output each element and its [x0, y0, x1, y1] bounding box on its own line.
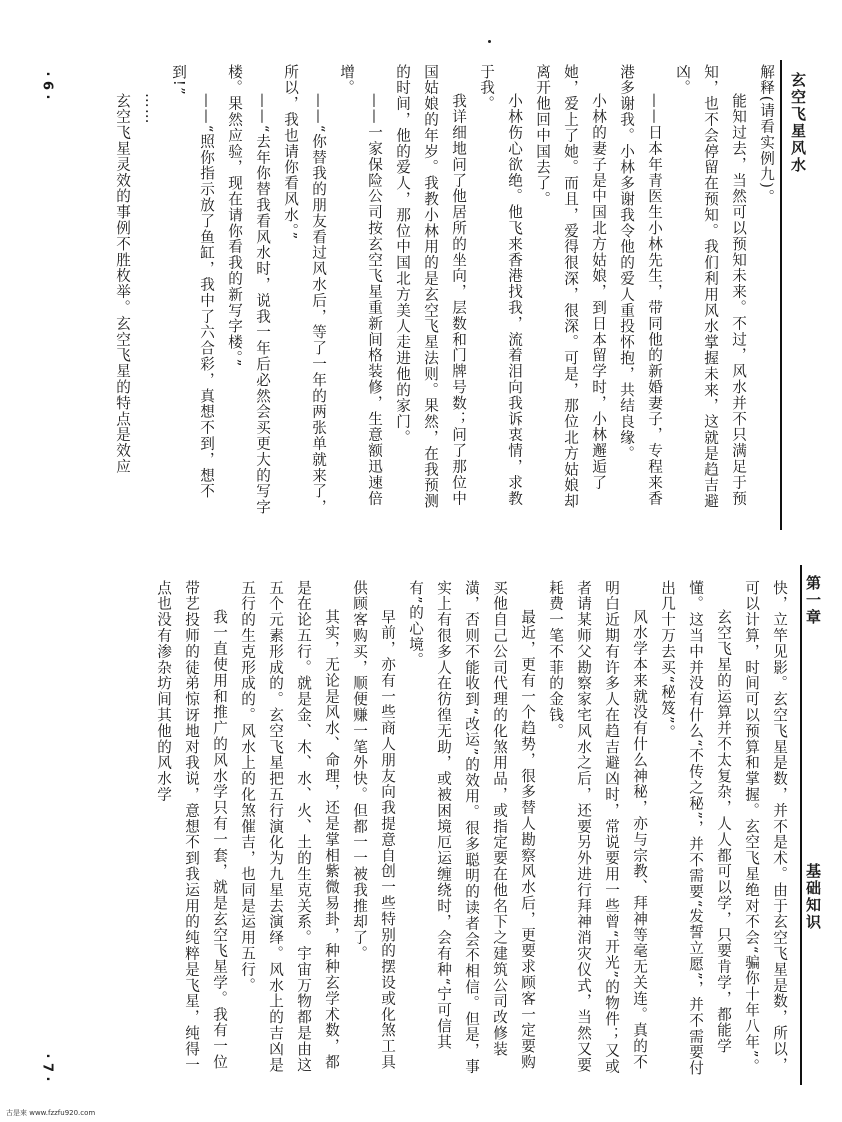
watermark: 古是來 www.fzzfu920.com [6, 1109, 96, 1117]
left-ellipsis: …… [142, 93, 159, 125]
right-paragraph: 玄空飞星的运算并不太复杂，人人都可以学，只要肯学，都能学懂。这当中并没有什么“不传之秘”，并不需要“发誓立愿”，并不需要付出几十万去买“秘笈”。 [659, 580, 732, 1077]
right-paragraph: 早前，亦有一些商人朋友向我提意自创一些特别的摆设或化煞工具供顾客购买，顺便赚一笔外快。但都一一被我推却了。 [351, 580, 396, 1071]
left-page-body [95, 64, 780, 522]
right-paragraph: 我一直使用和推广的风水学只有一套，就是玄空飞星学。我有一位带艺投师的徒弟惊讶地对我说，意想不到我运用的纯粹是飞星，纯得一点也没有渗杂坊间其他的风水学 [155, 580, 228, 1073]
left-paragraph: 小林伤心欲绝。他飞来香港找我，流着泪向我诉衷情，求教于我。 [478, 64, 523, 507]
left-quote: ——“你替我的朋友看过风水后，等了一年的两张单就来了，所以，我也请你看风水。” [282, 64, 327, 516]
left-paragraph: ——日本年青医生小林先生，带同他的新婚妻子，专程来香港多谢我。小林多谢我令他的爱人重投怀抱，共结良缘。 [618, 64, 663, 507]
chapter-label: 第一章 [804, 575, 822, 626]
speck [488, 40, 491, 43]
right-paragraph: 最近，更有一个趋势，很多替人勘察风水后，更要求顾客一定要购买他自己公司代理的化煞用品，或指定要在他名下之建筑公司改修装潢，否则不能收到“改运”的效用。很多聪明的读者会不相信。但是，事实上有很多人在彷徨无助，或被困境厄运缠绕时，会有种“宁可信其有”的心境。 [407, 580, 536, 1075]
left-paragraph: 玄空飞星灵效的事例不胜枚举。玄空飞星的特点是效应 [114, 93, 131, 475]
left-paragraph: 我详细地问了他居所的坐向，层数和门牌号数；问了那位中国姑娘的年岁。我教小林用的是玄空飞星法则。果然，在我预测的时间，他的爱人，那位中国北方美人走进他的家门。 [394, 64, 467, 510]
left-paragraph: 小林的妻子是中国北方姑娘，到日本留学时，小林邂逅了她，爱上了她。而且，爱得很深，很深。可是，那位北方姑娘却离开他回中国去了。 [534, 64, 607, 510]
right-page-number: · 7 · [39, 1053, 55, 1082]
left-quote: ——“去年你替我看风水时，说我一年后必然会买更大的写字楼。果然应验，现在请你看我的新写字楼。” [226, 64, 271, 516]
right-header-rule [800, 565, 802, 1085]
left-paragraph: 解释(请看实例九)。 [758, 64, 775, 206]
left-quote: ——一家保险公司按玄空飞星重新间格装修，生意额迅速倍增。 [338, 64, 383, 507]
left-page-header: 玄空飞星风水 [789, 72, 807, 174]
left-header-rule [780, 60, 782, 530]
right-page-body [88, 580, 793, 1080]
left-page-number: · 6 · [39, 71, 55, 100]
right-paragraph: 风水学本来就没有什么神秘，亦与宗教、拜神等毫无关连。真的不明白近期有许多人在趋吉避凶时，常说要用一些曾“开光”的物件；又或者请某师父勘察家宅风水之后，还要另外进行拜神消灾仪式，当然又要耗费一笔不菲的金钱。 [547, 580, 648, 1075]
chapter-title: 基础知识 [804, 863, 822, 931]
left-paragraph: 能知过去，当然可以预知未来。不过，风水并不只满足于预知，也不会停留在预知。我们利用风水掌握未来，这就是趋吉避凶。 [674, 64, 747, 510]
right-paragraph: 其实，无论是风水、命理，还是掌相紫微易卦，种种玄学术数，都是在论五行。就是金、木、水、火、土的生克关系。宇宙万物都是由这五个元素形成的。玄空飞星把五行演化为九星去演绎。风水上的吉凶是五行的生克形成的。风水上的化煞催吉，也同是运用五行。 [239, 580, 340, 1073]
left-quote: ——“照你指示放了鱼缸，我中了六合彩，真想不到，想不到!” [170, 64, 215, 500]
right-paragraph: 快，立竿见影。玄空飞星是数，并不是术。由于玄空飞星是数，所以，可以计算，时间可以预算和掌握。玄空飞星绝对不会“骗你十年八年”。 [743, 580, 788, 1075]
